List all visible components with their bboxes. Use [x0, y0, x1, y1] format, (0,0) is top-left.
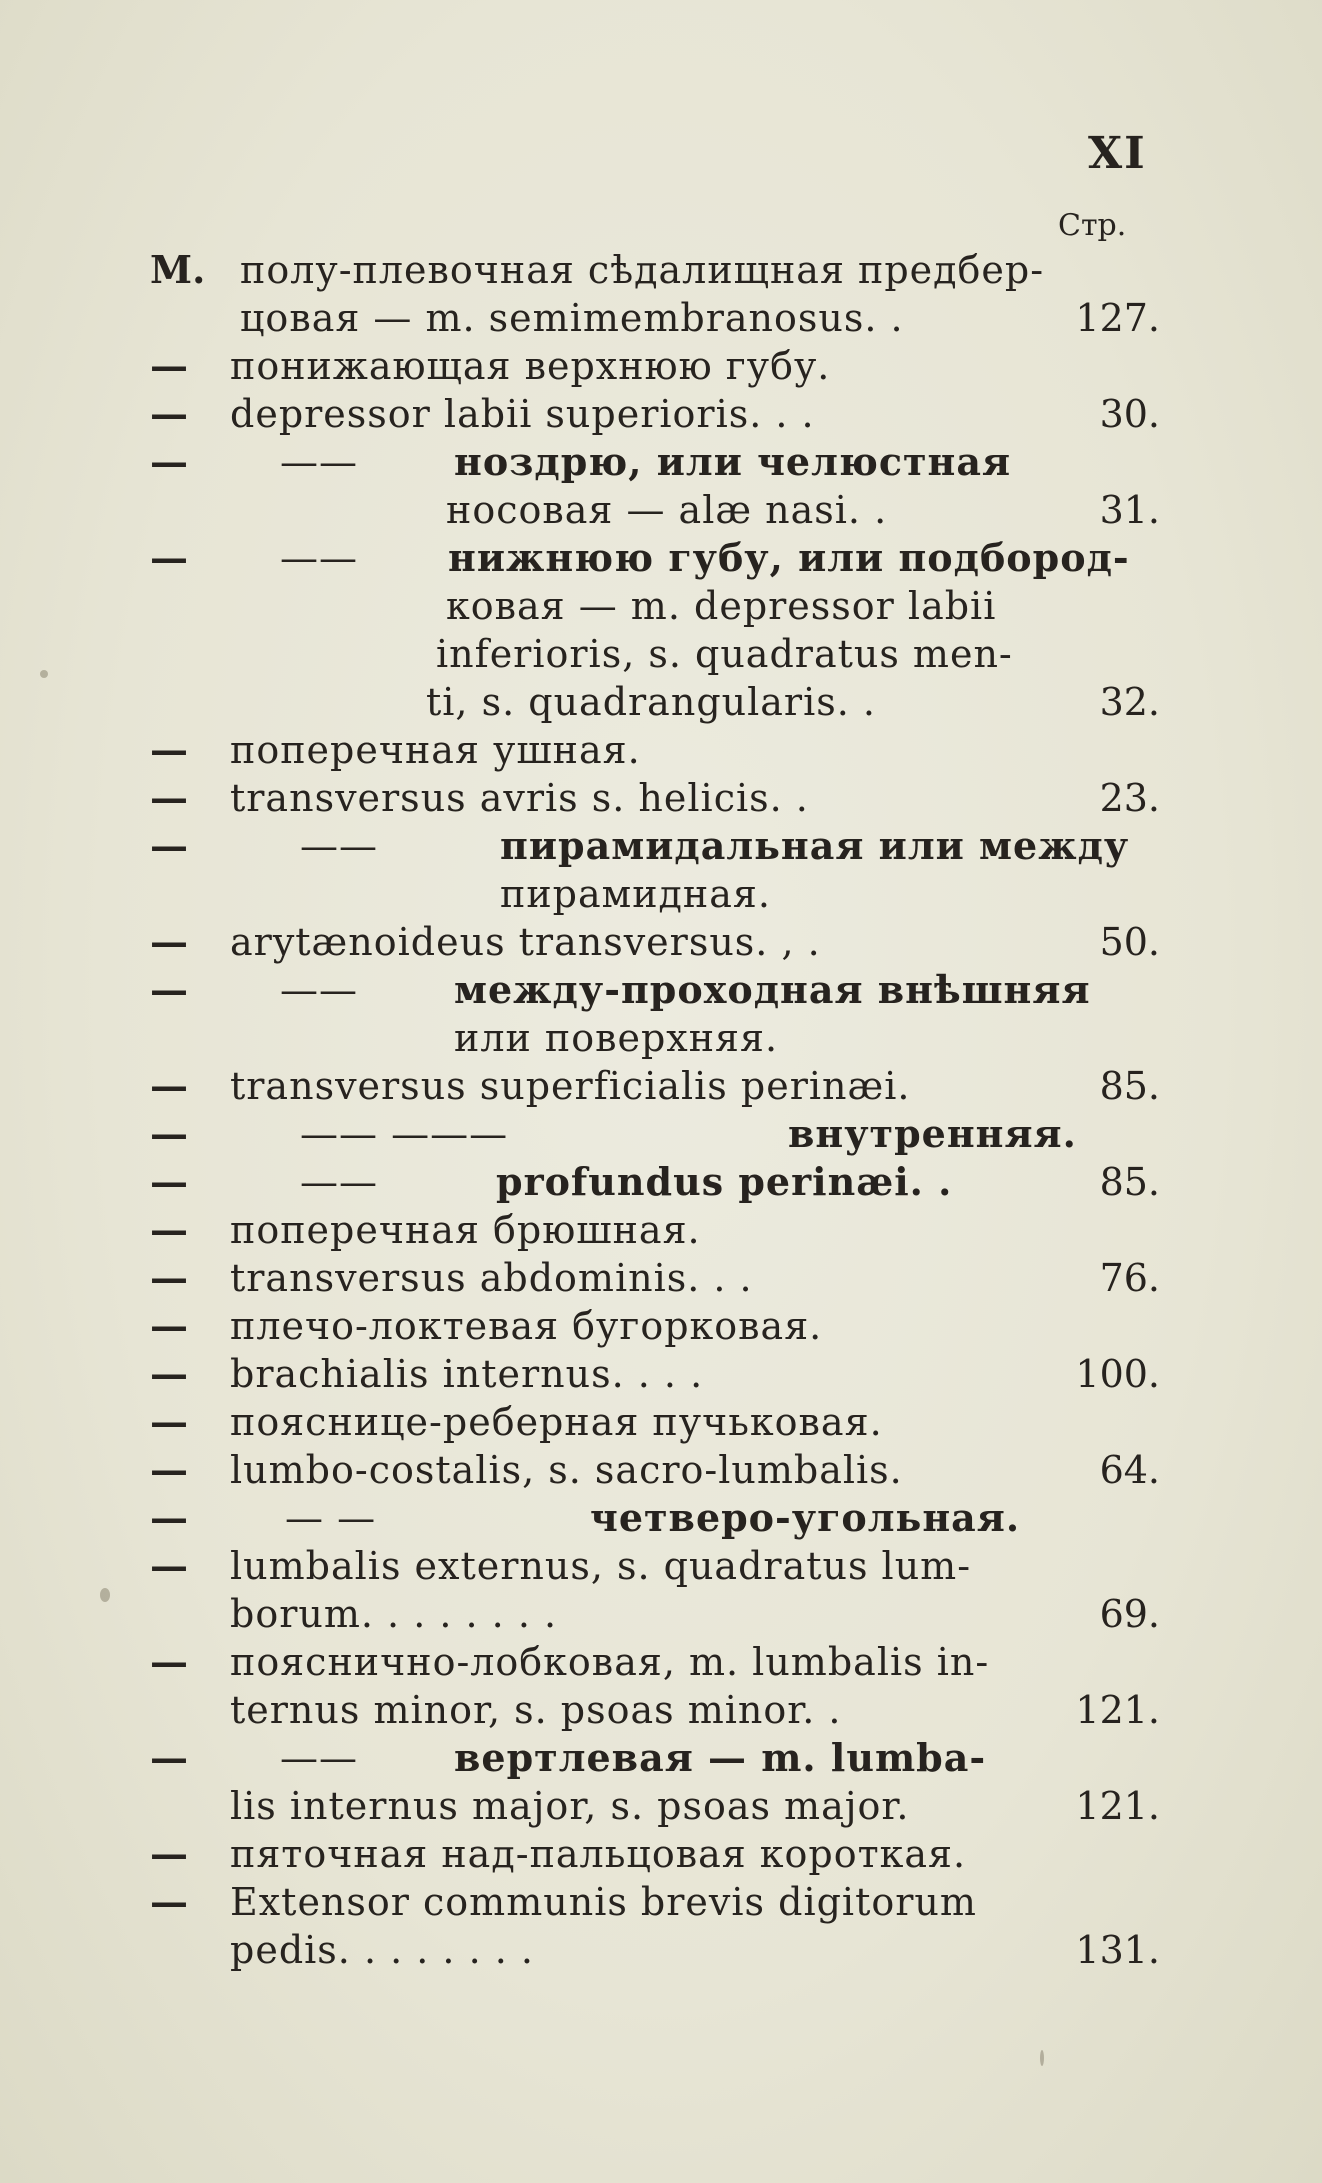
entry-text: transversus avris s. helicis. .: [230, 776, 809, 820]
page-reference: 85.: [1099, 1064, 1160, 1108]
page-reference: 30.: [1099, 392, 1160, 436]
index-line: [150, 246, 1160, 294]
line-marker: —: [150, 1879, 188, 1924]
index-line: [150, 1542, 1160, 1590]
line-marker: М.: [150, 247, 206, 292]
index-line: [150, 870, 1160, 918]
entry-text: полу-плевочная сѣдалищная предбер-: [240, 248, 1045, 292]
index-line: [150, 1878, 1160, 1926]
page-reference: 127.: [1075, 296, 1160, 340]
page-reference: 121.: [1075, 1784, 1160, 1828]
index-line: [150, 1446, 1160, 1494]
entry-text: ——: [280, 440, 358, 484]
entry-text: цовая — m. semimembranosus. .: [240, 296, 904, 340]
line-marker: —: [150, 1255, 188, 1300]
index-line: [150, 726, 1160, 774]
entry-text: lumbalis externus, s. quadratus lum-: [230, 1544, 972, 1588]
page-reference: 32.: [1099, 680, 1160, 724]
index-line: [150, 438, 1160, 486]
entry-text: ковая — m. depressor labii: [446, 584, 997, 628]
index-line: [150, 1494, 1160, 1542]
index-line: [150, 1158, 1160, 1206]
line-marker: —: [150, 967, 188, 1012]
paper-spot: [40, 670, 48, 678]
line-marker: —: [150, 1447, 188, 1492]
page-reference: 64.: [1099, 1448, 1160, 1492]
line-marker: —: [150, 439, 188, 484]
entry-text: pedis. . . . . . . .: [230, 1928, 534, 1972]
index-line: [150, 1926, 1160, 1974]
index-line: [150, 1830, 1160, 1878]
index-line: [150, 630, 1160, 678]
entry-text: поясницe-реберная пучьковая.: [230, 1400, 883, 1444]
index-line: [150, 1398, 1160, 1446]
paper-spot: [1040, 2050, 1044, 2066]
index-line: [150, 1254, 1160, 1302]
entry-text: transversus superficialis perinæi.: [230, 1064, 911, 1108]
page-reference: 76.: [1099, 1256, 1160, 1300]
line-marker: —: [150, 775, 188, 820]
entry-text: depressor labii superioris. . .: [230, 392, 815, 436]
line-marker: —: [150, 1159, 188, 1204]
index-line: [150, 1782, 1160, 1830]
index-line: [150, 966, 1160, 1014]
entry-text: поперечная брюшная.: [230, 1208, 701, 1252]
line-marker: —: [150, 1351, 188, 1396]
entry-text: inferioris, s. quadratus men-: [436, 632, 1013, 676]
index-line: [150, 918, 1160, 966]
entry-text: носовая — alæ nasi. .: [446, 488, 888, 532]
line-marker: —: [150, 1399, 188, 1444]
entry-text: ——: [280, 536, 358, 580]
line-marker: —: [150, 1111, 188, 1156]
index-line: [150, 1686, 1160, 1734]
line-marker: —: [150, 1639, 188, 1684]
index-line: [150, 582, 1160, 630]
line-marker: —: [150, 727, 188, 772]
entry-text-continued: пирамидальная или между: [500, 823, 1130, 868]
entry-text: пояснично-лобковая, m. lumbalis in-: [230, 1640, 990, 1684]
entry-text: ternus minor, s. psoas minor. .: [230, 1688, 842, 1732]
line-marker: —: [150, 1735, 188, 1780]
index-line: [150, 1014, 1160, 1062]
line-marker: —: [150, 391, 188, 436]
entry-text-continued: внутренняя.: [788, 1111, 1077, 1156]
page-column-label: Стр.: [1058, 208, 1127, 243]
index-line: [150, 1302, 1160, 1350]
entry-text: плечо-локтевая бугорковая.: [230, 1304, 823, 1348]
page-reference: 23.: [1099, 776, 1160, 820]
index-line: [150, 774, 1160, 822]
entry-text: transversus abdominis. . .: [230, 1256, 753, 1300]
entry-text: brachialis internus. . . .: [230, 1352, 704, 1396]
index-line: [150, 1110, 1160, 1158]
entry-text: Extensor communis brevis digitorum: [230, 1880, 977, 1924]
entry-text: ——: [280, 1736, 358, 1780]
line-marker: —: [150, 1495, 188, 1540]
line-marker: —: [150, 1543, 188, 1588]
index-entries: [150, 246, 1160, 1974]
entry-text: пирамидная.: [500, 872, 771, 916]
entry-text: arytænoideus transversus. , .: [230, 920, 821, 964]
entry-text: или поверхняя.: [454, 1016, 779, 1060]
page-reference: 85.: [1099, 1160, 1160, 1204]
line-marker: —: [150, 343, 188, 388]
index-line: [150, 1206, 1160, 1254]
page-reference: 121.: [1075, 1688, 1160, 1732]
index-line: [150, 534, 1160, 582]
entry-text: ——: [280, 968, 358, 1012]
entry-text: — —: [285, 1496, 377, 1540]
index-line: [150, 342, 1160, 390]
page-reference: 50.: [1099, 920, 1160, 964]
entry-text: lumbo-costalis, s. sacro-lumbalis.: [230, 1448, 903, 1492]
entry-text-continued: между-проходная внѣшняя: [454, 967, 1091, 1012]
entry-text-continued: четверо-угольная.: [590, 1495, 1021, 1540]
index-line: [150, 390, 1160, 438]
index-line: [150, 1350, 1160, 1398]
line-marker: —: [150, 1063, 188, 1108]
page-reference: 69.: [1099, 1592, 1160, 1636]
entry-text: ——: [300, 1160, 378, 1204]
entry-text: lis internus major, s. psoas major.: [230, 1784, 910, 1828]
index-line: [150, 1734, 1160, 1782]
line-marker: —: [150, 919, 188, 964]
index-line: [150, 1062, 1160, 1110]
entry-text: ti, s. quadrangularis. .: [426, 680, 876, 724]
index-line: [150, 1638, 1160, 1686]
entry-text: ——: [300, 824, 378, 868]
entry-text: borum. . . . . . . .: [230, 1592, 558, 1636]
line-marker: —: [150, 823, 188, 868]
line-marker: —: [150, 1831, 188, 1876]
paper-spot: [100, 1588, 110, 1602]
entry-text-continued: ноздрю, или челюстная: [454, 439, 1012, 484]
entry-text-continued: вертлевая — m. lumba-: [454, 1735, 987, 1780]
index-line: [150, 822, 1160, 870]
entry-text: понижающая верхнюю губу.: [230, 344, 831, 388]
entry-text-continued: profundus perinæi. .: [496, 1159, 953, 1204]
index-line: [150, 1590, 1160, 1638]
entry-text: поперечная ушная.: [230, 728, 641, 772]
page-reference: 131.: [1075, 1928, 1160, 1972]
line-marker: —: [150, 1207, 188, 1252]
entry-text-continued: нижнюю губу, или подбород-: [448, 535, 1130, 580]
page-reference: 100.: [1075, 1352, 1160, 1396]
index-line: [150, 678, 1160, 726]
entry-text: —— ———: [300, 1112, 509, 1156]
line-marker: —: [150, 535, 188, 580]
page-number: XI: [1088, 128, 1147, 179]
index-line: [150, 294, 1160, 342]
line-marker: —: [150, 1303, 188, 1348]
page-reference: 31.: [1099, 488, 1160, 532]
entry-text: пяточная над-пальцовая короткая.: [230, 1832, 967, 1876]
index-line: [150, 486, 1160, 534]
